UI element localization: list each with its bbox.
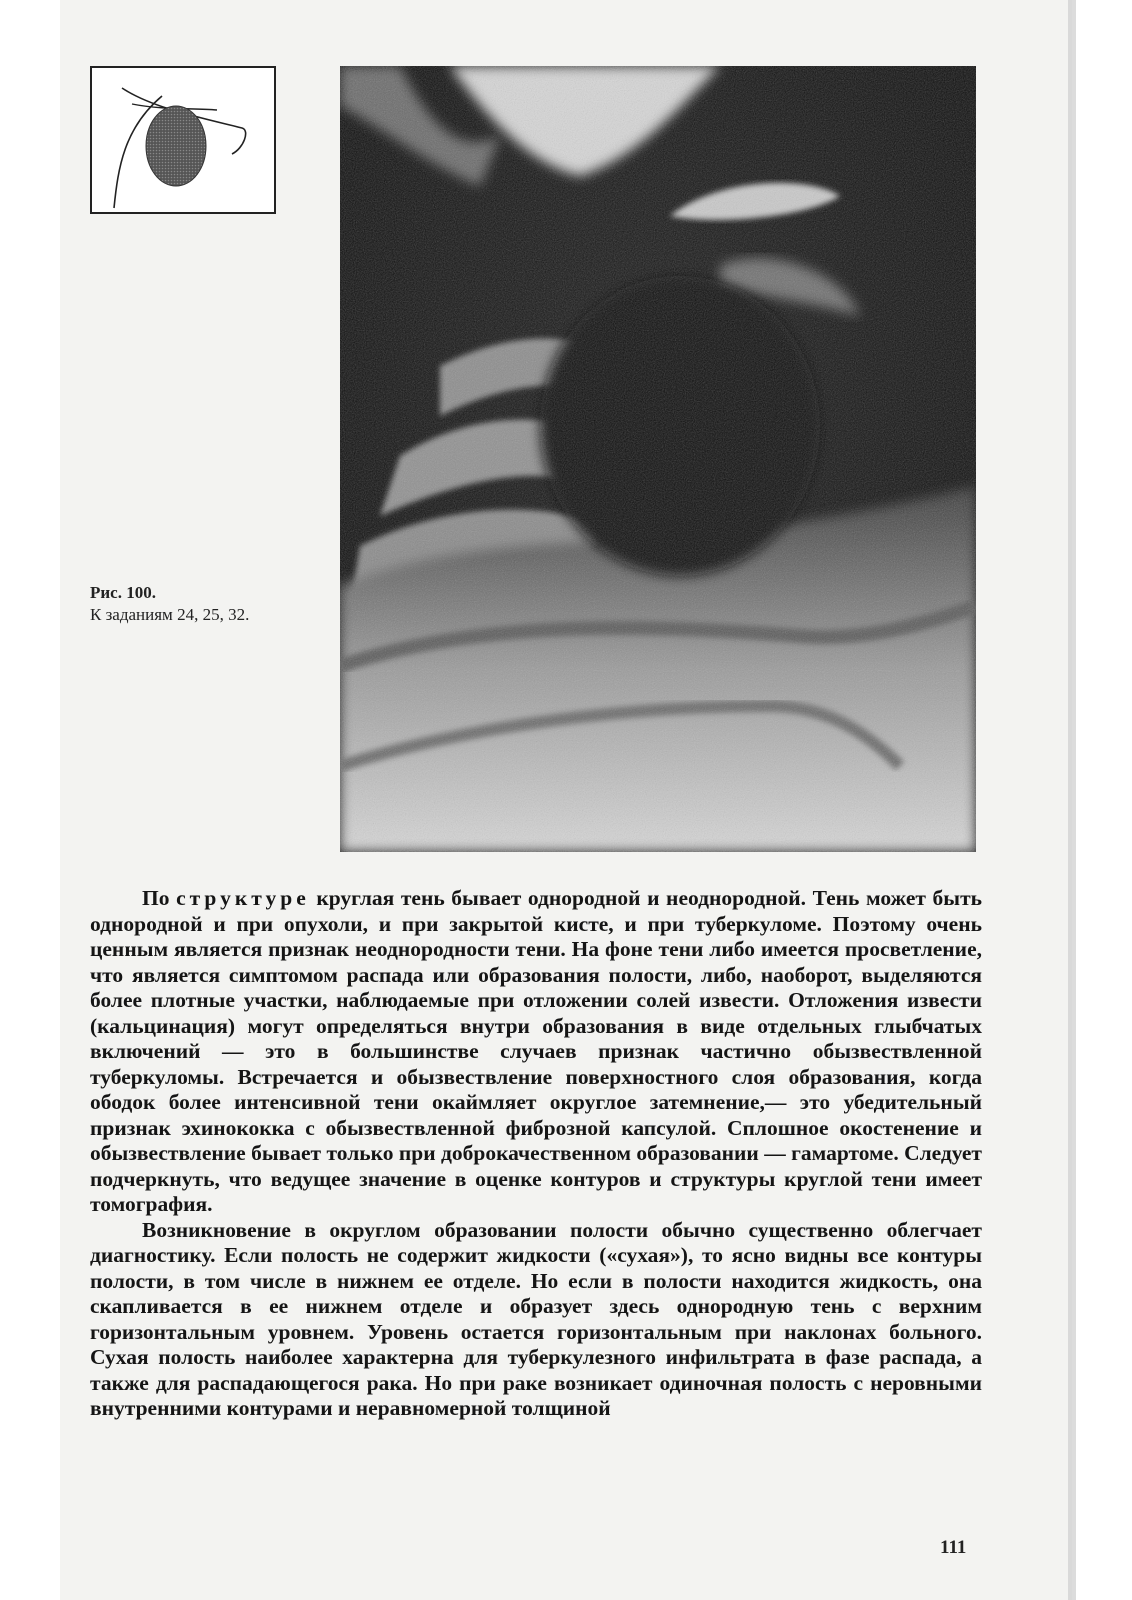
- page-number: 111: [940, 1537, 967, 1558]
- paragraph-text: круглая тень бывает однородной и неоднородной. Тень может быть однородной и при опухоли, и при закрытой кисте, и при туберкуломе. Поэтому очень ценным является признак неоднородности тени. На фоне тени либо имеется просветление, что является симптомом распада или образования полости, либо, наоборот, выделяются более плотные участки, наблюдаемые при отложении солей извести. Отложения извести (кальцинация) могут определяться внутри образования в виде отдельных глыбчатых включений — это в большинстве случаев признак частично обызвествленной туберкуломы. Встречается и обызвествление поверхностного слоя образования, когда ободок более интенсивной тени окаймляет округлое затемнение,— это убедительный признак эхинококка с обызвествленной фиброзной капсулой. Сплошное окостенение и обызвествление бывает только при доброкачественном образовании — гамартоме. Следует подчеркнуть, что ведущее значение в оценке контуров и структуры круглой тени имеет томография.: [90, 886, 982, 1216]
- xray-drawing: [340, 66, 976, 852]
- paragraph-lead: По: [142, 886, 177, 910]
- schematic-drawing: [92, 68, 274, 212]
- figure-number: Рис. 100.: [90, 583, 156, 602]
- figure-caption: [90, 582, 330, 626]
- emphasized-term: структуре: [176, 886, 310, 910]
- xray-image: [340, 66, 976, 852]
- paragraph: Возникновение в округлом образовании полости обычно существенно облегчает диагностику. Если полость не содержит жидкости («сухая»), то ясно видны все контуры полости, в том числе в нижнем ее отделе. Но если в полости находится жидкость, она скапливается в ее нижнем отделе и образует здесь однородную тень с верхним горизонтальным уровнем. Уровень остается горизонтальным при наклонах больного. Сухая полость наиболее характерна для туберкулезного инфильтрата в фазе распада, а также для распадающегося рака. Но при раке возникает одиночная полость с неровными внутренними контурами и неравномерной толщиной: [90, 1217, 982, 1420]
- paragraph: [90, 886, 982, 1218]
- body-text: [90, 886, 982, 1422]
- page-edge: [1068, 0, 1072, 1600]
- figure-caption-text: К заданиям 24, 25, 32.: [90, 605, 250, 624]
- schematic-diagram: [90, 66, 276, 214]
